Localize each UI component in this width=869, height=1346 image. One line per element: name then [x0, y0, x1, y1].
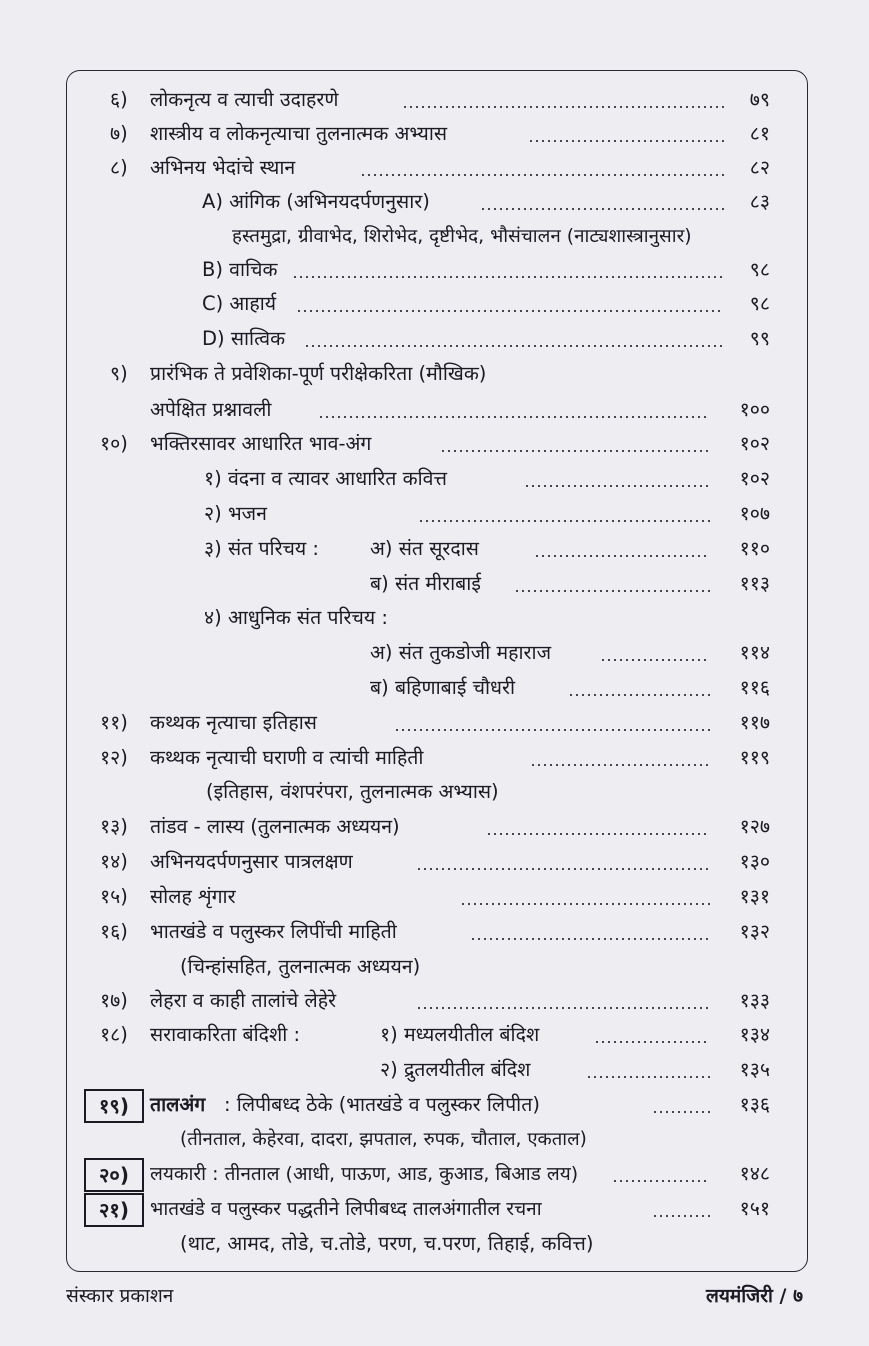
entry-title: लोकनृत्य व त्याची उदाहरणे [150, 88, 339, 111]
entry-title: सोलह शृंगार [150, 885, 236, 908]
page-number: १३२ [739, 920, 770, 943]
page-number: ९८ [749, 258, 770, 281]
leader-dots [486, 833, 710, 835]
entry-title: तांडव - लास्य (तुलनात्मक अध्ययन) [150, 815, 400, 838]
leader-dots [296, 310, 724, 312]
entry-number: १५) [100, 885, 128, 908]
entry-title: अभिनयदर्पणनुसार पात्रलक्षण [150, 850, 353, 873]
page-number: ८२ [749, 156, 770, 179]
page-number: १२७ [739, 815, 770, 838]
entry-title: भक्तिरसावर आधारित भाव-अंग [150, 432, 372, 455]
entry-number: १६) [100, 920, 128, 943]
entry-title: ४) आधुनिक संत परिचय : [204, 606, 388, 629]
entry-number-box: १९) [84, 1089, 144, 1123]
entry-number-box: २१) [84, 1193, 144, 1227]
entry-number: १३) [100, 815, 128, 838]
entry-subitem: १) मध्यलयीतील बंदिश [380, 1023, 540, 1046]
entry-title: कथ्थक नृत्याचा इतिहास [150, 711, 317, 734]
entry-number-box: २०) [84, 1158, 144, 1192]
entry-title: शास्त्रीय व लोकनृत्याचा तुलनात्मक अभ्यास [150, 122, 448, 145]
leader-dots [292, 276, 724, 278]
entry-title: २) भजन [204, 502, 267, 525]
entry-title: अभिनय भेदांचे स्थान [150, 156, 296, 179]
leader-dots [440, 450, 710, 452]
entry-number: ६) [110, 88, 128, 111]
entry-number: ८) [110, 156, 128, 179]
leader-dots [460, 903, 710, 905]
leader-dots [416, 1007, 710, 1009]
entry-subitem: अ) संत सूरदास [370, 537, 479, 560]
leader-dots [470, 938, 710, 940]
page-number: १३३ [739, 989, 770, 1012]
entry-title: लेहरा व काही तालांचे लेहेरे [150, 989, 337, 1012]
entry-title: अपेक्षित प्रश्नावली [150, 398, 272, 421]
leader-dots [594, 1041, 710, 1043]
page-number: १३६ [739, 1093, 770, 1116]
leader-dots [318, 416, 710, 418]
entry-subtitle: (थाट, आमद, तोडे, च.तोडे, परण, च.परण, तिहाई, कवित्त) [180, 1232, 594, 1255]
entry-title: A) आंगिक (अभिनयदर्पणनुसार) [202, 190, 430, 213]
page-number: १३५ [739, 1058, 770, 1081]
entry-bold-label: तालअंग [150, 1093, 206, 1116]
page-number: ११४ [739, 641, 770, 664]
entry-number: १२) [100, 746, 128, 769]
page-number: १०० [739, 398, 770, 421]
page-number: ११९ [739, 746, 770, 769]
leader-dots [612, 1180, 710, 1182]
leader-dots [530, 764, 710, 766]
entry-number: १०) [100, 432, 128, 455]
page-number: ८१ [749, 122, 770, 145]
leader-dots [528, 140, 724, 142]
leader-dots [304, 345, 724, 347]
leader-dots [586, 1076, 710, 1078]
page-number: १०७ [739, 502, 770, 525]
entry-number: ९) [110, 362, 128, 385]
leader-dots [514, 590, 710, 592]
entry-title: : लिपीबध्द ठेके (भातखंडे व पलुस्कर लिपीत) [224, 1093, 540, 1116]
leader-dots [394, 729, 710, 731]
page-number: ७९ [749, 88, 770, 111]
entry-title: लयकारी : तीनताल (आधी, पाऊण, आड, कुआड, बिआड लय) [150, 1163, 579, 1185]
page-number: १०२ [739, 432, 770, 455]
entry-subtitle: (चिन्हांसहित, तुलनात्मक अध्ययन) [180, 955, 421, 978]
entry-subtitle: (तीनताल, केहेरवा, दादरा, झपताल, रुपक, चौताल, एकताल) [180, 1129, 587, 1150]
page-number: १३४ [739, 1023, 770, 1046]
leader-dots [416, 868, 710, 870]
entry-title: सरावाकरिता बंदिशी : [150, 1023, 301, 1046]
entry-subtitle: हस्तमुद्रा, ग्रीवाभेद, शिरोभेद, दृष्टीभेद, भौसंचालन (नाट्यशास्त्रानुसार) [232, 226, 692, 247]
page-number: १५१ [739, 1197, 770, 1220]
entry-title: ३) संत परिचय : [204, 537, 320, 560]
entry-number: १८) [100, 1023, 128, 1046]
leader-dots [524, 485, 710, 487]
page-number: ९८ [749, 292, 770, 315]
leader-dots [568, 694, 710, 696]
page-number: ८३ [749, 190, 770, 213]
entry-title: कथ्थक नृत्याची घराणी व त्यांची माहिती [150, 746, 424, 769]
page-number: १०२ [739, 467, 770, 490]
entry-number: ७) [110, 122, 128, 145]
leader-dots [418, 520, 710, 522]
entry-subitem: ब) बहिणाबाई चौधरी [370, 676, 516, 699]
entry-title: D) सात्विक [202, 327, 286, 350]
leader-dots [600, 659, 710, 661]
entry-number: १७) [100, 989, 128, 1012]
leader-dots [402, 106, 724, 108]
leader-dots [360, 174, 724, 176]
entry-title: भातखंडे व पलुस्कर पद्धतीने लिपीबध्द तालअंगातील रचना [150, 1198, 542, 1220]
page-number: ११६ [739, 676, 770, 699]
entry-subitem: ब) संत मीराबाई [370, 572, 481, 595]
page-number: ११७ [739, 711, 770, 734]
contents-frame [66, 70, 808, 1272]
entry-title: C) आहार्य [202, 292, 277, 315]
page-number: १३१ [739, 885, 770, 908]
entry-subitem: अ) संत तुकडोजी महाराज [370, 641, 552, 664]
page-number: १४८ [739, 1162, 770, 1185]
leader-dots [534, 555, 710, 557]
page-number: ११० [739, 537, 770, 560]
entry-title: भातखंडे व पलुस्कर लिपींची माहिती [150, 920, 397, 943]
entry-title: १) वंदना व त्यावर आधारित कवित्त [204, 467, 447, 490]
publisher-name: संस्कार प्रकाशन [66, 1285, 174, 1307]
page-number: ११३ [739, 572, 770, 595]
page-number: ९९ [749, 327, 770, 350]
book-title-page-number: लयमंजिरी / ७ [705, 1285, 803, 1307]
leader-dots [480, 208, 724, 210]
entry-title: B) वाचिक [202, 258, 278, 281]
entry-number: १४) [100, 850, 128, 873]
entry-subtitle: (इतिहास, वंशपरंपरा, तुलनात्मक अभ्यास) [206, 780, 499, 803]
entry-title: प्रारंभिक ते प्रवेशिका-पूर्ण परीक्षेकरिता (मौखिक) [150, 362, 487, 385]
entry-subitem: २) द्रुतलयीतील बंदिश [380, 1058, 531, 1081]
page-number: १३० [739, 850, 770, 873]
entry-number: ११) [100, 711, 128, 734]
